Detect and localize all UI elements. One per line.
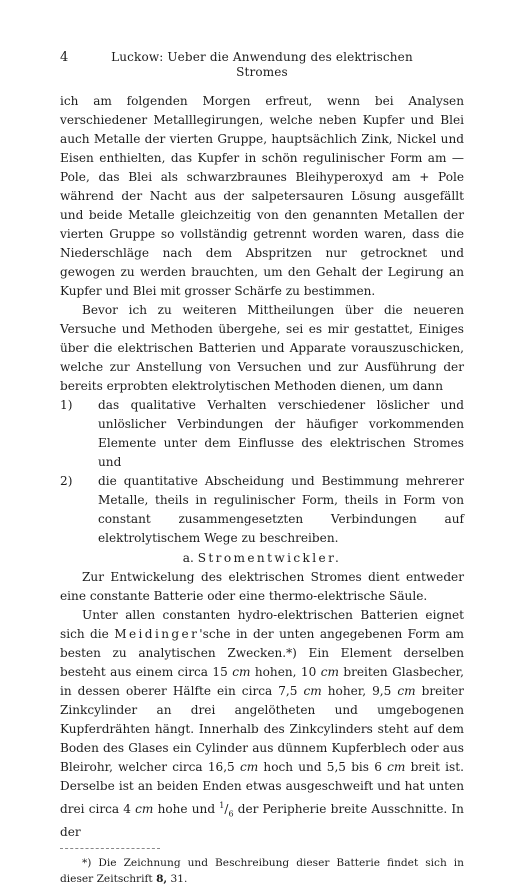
paragraph-1: ich am folgenden Morgen erfreut, wenn bei Analysen verschiedener Metalllegirungen, welche neben Kupfer und Blei auch Metalle der vierten Gruppe, hauptsächlich Zink, Nickel und Eisen enthielten, das Kupfer in schön regulinischer Form am — Pole, das Blei als schwarzbraunes Bleihyperoxyd am + Pole während der Nacht aus der salpetersauren Lösung ausgefällt und beide Metalle gleichzeitig von den genannten Metallen der vierten Gruppe so vollständig getrennt worden waren, dass die Niederschläge nach dem Abspritzen nur getrocknet und gewogen zu werden brauchten, um den Gehalt der Legirung an Kupfer und Blei mit grosser Schärfe zu bestimmen. <box>60 94 464 298</box>
list-item <box>60 472 464 548</box>
p4-text: breiter Zinkcylinder an drei angelötheten und umgebogenen Kupferdrähten hängt. Innerhalb des Zinkcylinders steht auf dem Boden des Glases ein Cylinder aus dünnem Kupferblech oder aus Bleirohr, welcher circa 16,5 <box>60 684 464 774</box>
unit: cm <box>387 760 406 774</box>
unit: cm <box>135 802 154 817</box>
numbered-list <box>60 396 464 548</box>
list-item-number: 2) <box>60 474 73 488</box>
section-label: a. <box>182 551 194 565</box>
p4-text: hoch und 5,5 bis 6 <box>263 760 382 774</box>
paragraph-2: Bevor ich zu weiteren Mittheilungen über die neueren Versuche und Methoden übergehe, sei es mir gestattet, Einiges über die elektrischen Batterien und Apparate vorauszuschicken, welche zur Anstellung von Versuchen und zur Ausführung der bereits erprobten elektrolytischen Methoden dienen, um dann <box>60 303 464 393</box>
section-heading <box>60 549 464 568</box>
page-header <box>60 50 464 80</box>
p4-text: breiten Glasbecher, in dessen oberer Hälfte ein circa 7,5 <box>60 665 464 698</box>
list-item-text: das qualitative Verhalten verschiedener löslicher und unlöslicher Verbindungen der häufiger vorkommenden Elemente unter dem Einflusse des elektrischen Stromes und <box>98 398 464 469</box>
unit: cm <box>239 760 259 774</box>
footnote-volume: 8, <box>156 873 168 886</box>
footnote-text <box>60 855 464 887</box>
p4-text: hohen, 10 <box>254 665 317 679</box>
unit: cm <box>397 684 416 698</box>
footnote <box>60 855 464 887</box>
person-name: Meidinger <box>114 627 200 641</box>
p4-text: 'sche in der unten angegebenen Form am besten zu analytischen Zwecken.*) Ein Element derselben besteht aus einem circa 15 <box>60 627 464 679</box>
paragraph-3: Zur Entwickelung des elektrischen Stromes dient entweder eine constante Batterie oder eine thermo-elektrische Säule. <box>60 570 464 603</box>
unit: cm <box>303 684 322 698</box>
p4-text: hohe und <box>157 802 216 817</box>
fraction-numerator: 1 <box>219 801 225 810</box>
body-text <box>60 92 464 842</box>
list-item <box>60 396 464 472</box>
page-number: 4 <box>60 50 69 65</box>
p4-text: breit ist. Derselbe ist an beiden Enden etwas ausgeschweift und hat unten drei circa 4 <box>60 760 464 817</box>
footnote-divider <box>60 848 160 849</box>
p4-text: hoher, 9,5 <box>327 684 392 698</box>
unit: cm <box>320 665 339 679</box>
running-title: Luckow: Ueber die Anwendung des elektrischen Stromes <box>111 50 413 79</box>
unit: cm <box>232 665 251 679</box>
p4-text: der Peripherie breite Ausschnitte. In der <box>60 802 464 840</box>
footnote-page: 31. <box>170 873 188 886</box>
section-title: Stromentwickler. <box>197 551 342 565</box>
fraction-denominator: 6 <box>228 809 234 819</box>
p4-intro: Unter allen constanten hydro-elektrischen Batterien eignet sich die <box>60 608 464 641</box>
paragraph-4: Unter allen constanten hydro-elektrischen Batterien eignet sich die Meidinger'sche in der unten angegebenen Form am besten zu analytischen Zwecken.*) Ein Element derselben besteht aus einem circa 15 cm hohen, 10 cm breiten Glasbecher, in dessen oberer Hälfte ein circa 7,5 cm hoher, 9,5 cm breiter Zinkcylinder an drei angelötheten und umgebogenen Kupferdrähten hängt. Innerhalb des Zinkcylinders steht auf dem Boden des Glases ein Cylinder aus dünnem Kupferblech oder aus Bleirohr, welcher circa 16,5 cm hoch und 5,5 bis 6 cm breit ist. Derselbe ist an beiden Enden etwas ausgeschweift und hat unten drei circa 4 cm hohe und $^1/_6$ der Peripherie breite Ausschnitte. In der <box>60 608 464 840</box>
list-item-text: die quantitative Abscheidung und Bestimmung mehrerer Metalle, theils in regulinischer Form, theils in Form von constant zusammengesetzten Verbindungen auf elektrolytischem Wege zu beschreiben. <box>98 474 464 545</box>
footnote-body: *) Die Zeichnung und Beschreibung dieser Batterie findet sich in dieser Zeitschrift <box>60 857 464 886</box>
list-item-number: 1) <box>60 398 73 412</box>
